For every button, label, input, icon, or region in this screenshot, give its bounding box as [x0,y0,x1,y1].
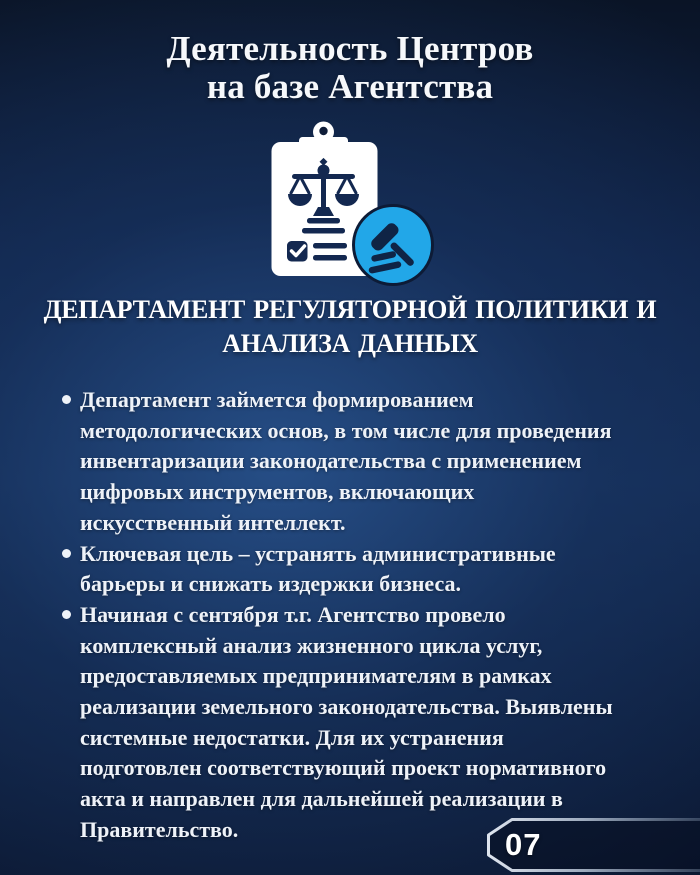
text-line: на базе Агентства [206,67,494,106]
clipboard-scales-icon [265,118,435,286]
text-line: предоставляемых предпринимателям в рамках [80,663,552,689]
text-line: цифровых инструментов, включающих [80,479,475,505]
department-heading [0,293,700,361]
text-line: комплексный анализ жизненного цикла услуг, [80,632,543,658]
text-line: Правительство. [80,816,239,842]
text-line: подготовлен соответствующий проект нормативного [80,755,607,781]
text-line: инвентаризации законодательства с применением [80,448,582,474]
department-icon [265,118,435,286]
list-item [61,539,686,600]
list-item [61,385,686,539]
text-line: АНАЛИЗА ДАННЫХ [222,329,478,358]
text-line: барьеры и снижать издержки бизнеса. [80,571,461,597]
list-item [61,600,686,846]
text-line: искусственный интеллект. [80,509,346,535]
gavel-badge-icon [354,206,433,285]
text-line: реализации земельного законодательства. Выявлены [80,694,613,720]
text-line: Департамент займется формированием [80,387,474,412]
page-number: 07 [505,827,542,862]
text-line: ДЕПАРТАМЕНТ РЕГУЛЯТОРНОЙ ПОЛИТИКИ И [43,295,657,324]
page-number-badge [484,816,700,874]
text-line: акта и направлен для дальнейшей реализации в [80,786,563,812]
text-line: Деятельность Центров [166,29,534,68]
text-line: методологических основ, в том числе для проведения [80,417,612,443]
bullet-list [61,385,686,846]
text-line: Ключевая цель – устранять административные [80,540,556,566]
text-line: Начиная с сентября т.г. Агентство провело [80,601,506,627]
text-line: системные недостатки. Для их устранения [80,724,504,750]
page-title [0,30,700,106]
